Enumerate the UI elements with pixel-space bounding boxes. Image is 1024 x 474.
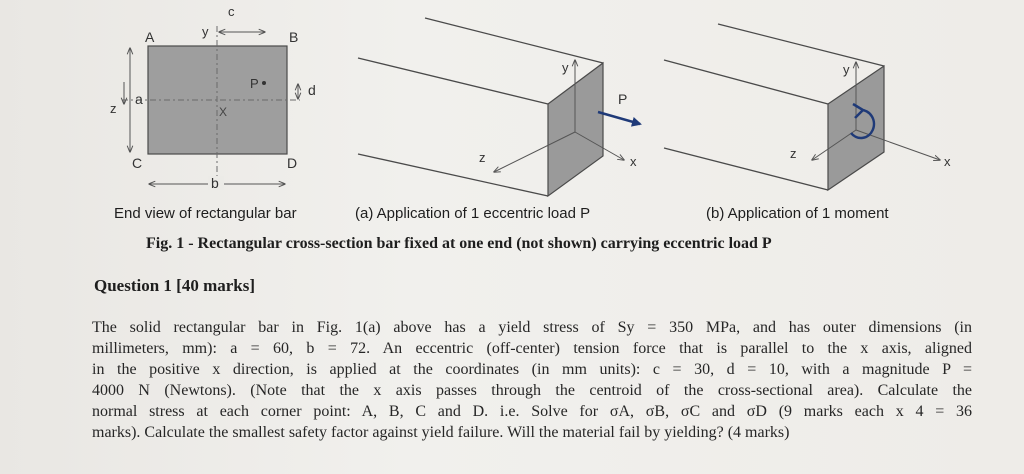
caption-view-b: (b) Application of 1 moment	[706, 205, 889, 222]
axis-y-label: y	[843, 62, 850, 77]
bar-top-far-edge	[425, 18, 603, 63]
x-axis-cross-symbol: X	[219, 105, 228, 119]
view-b-diagram	[664, 24, 951, 190]
axis-z-label: z	[479, 150, 486, 165]
question-title: Question 1 [40 marks]	[94, 276, 256, 295]
corner-c-label: C	[132, 155, 143, 171]
figure-captions	[0, 205, 1024, 227]
question-line: millimeters, mm): a = 60, b = 72. An eccentric (off-center) tension force that is parallel to the x axis, aligned	[92, 340, 972, 357]
question-text	[92, 317, 972, 443]
dim-d-label: d	[308, 82, 316, 98]
load-p-arrow	[598, 112, 640, 124]
caption-end-view: End view of rectangular bar	[114, 205, 297, 222]
corner-d-label: D	[287, 155, 298, 171]
bar-top-edge	[358, 58, 548, 104]
load-point-label: P	[250, 76, 259, 91]
axis-y-label: y	[562, 60, 569, 75]
question-line: The solid rectangular bar in Fig. 1(a) above has a yield stress of Sy = 350 MPa, and has outer dimensions (in	[92, 319, 972, 336]
load-point-marker	[262, 81, 266, 85]
dim-a-label: a	[135, 91, 143, 107]
axis-z-label: z	[110, 101, 117, 116]
figure-title: Fig. 1 - Rectangular cross-section bar fixed at one end (not shown) carrying eccentric load P	[146, 235, 772, 252]
axis-y-label: y	[202, 24, 209, 39]
corner-a-label: A	[145, 29, 155, 45]
question-line: in the positive x direction, is applied at the coordinates (in mm units): c = 30, d = 10, with a magnitude P =	[92, 361, 972, 378]
question-line: 4000 N (Newtons). (Note that the x axis passes through the centroid of the cross-sectional area). Calculate the	[92, 382, 972, 399]
view-a-diagram	[358, 18, 640, 196]
axis-x-label: x	[944, 154, 951, 169]
corner-b-label: B	[289, 29, 299, 45]
question-line: marks). Calculate the smallest safety factor against yield failure. Will the material fail by yielding? (4 marks)	[92, 424, 790, 441]
bar-bottom-edge	[358, 154, 548, 196]
caption-view-a: (a) Application of 1 eccentric load P	[355, 205, 591, 222]
axis-x-label: x	[630, 154, 637, 169]
question-line: normal stress at each corner point: A, B, C and D. i.e. Solve for σA, σB, σC and σD (9 marks each x 4 = 36	[92, 403, 972, 420]
bar-bottom-edge	[664, 148, 828, 190]
bar-top-far-edge	[718, 24, 884, 66]
bar-top-edge	[664, 60, 828, 104]
end-view-diagram	[110, 4, 316, 191]
dim-c-label: c	[228, 4, 235, 19]
dim-b-label: b	[211, 175, 219, 191]
axis-z-label: z	[790, 146, 797, 161]
load-p-label: P	[618, 91, 628, 107]
figure-canvas	[0, 0, 1024, 205]
